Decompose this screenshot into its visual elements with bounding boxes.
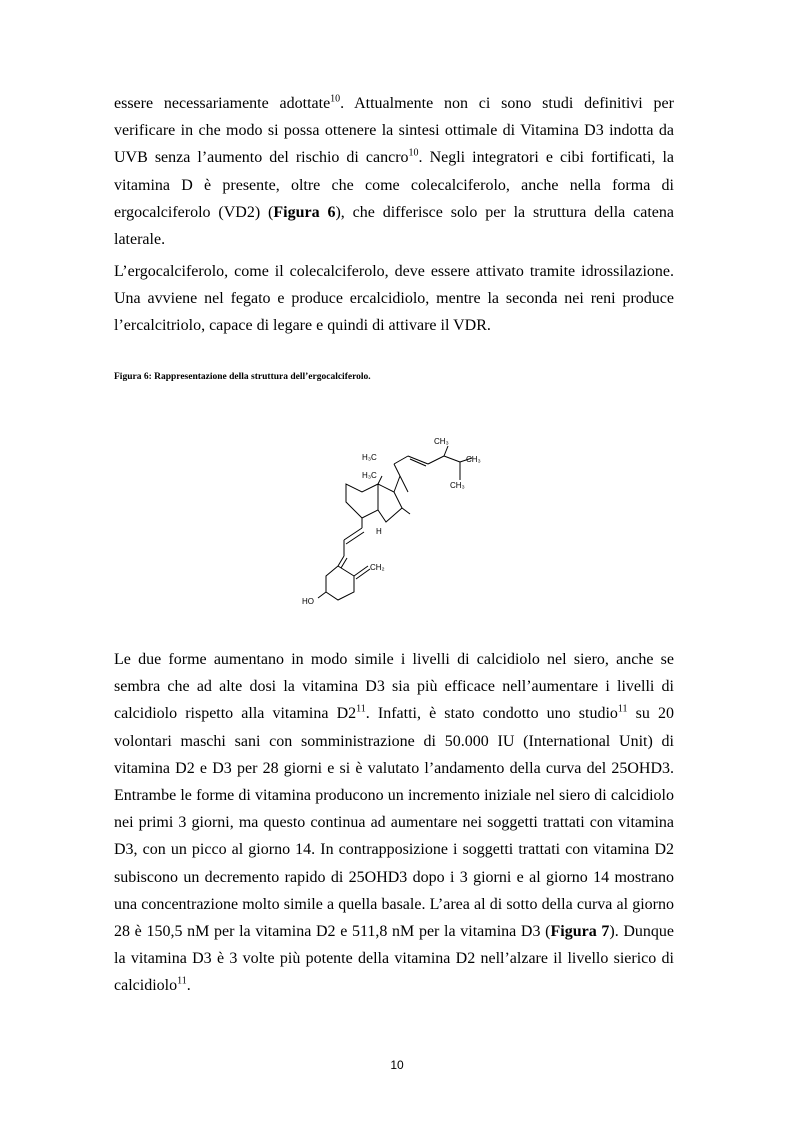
text-run: . Infatti, è stato condotto uno studio xyxy=(365,705,618,723)
citation-ref: 10 xyxy=(330,93,341,105)
citation-ref: 11 xyxy=(356,704,366,716)
text-run: su 20 volontari maschi sani con somministrazione di 50.000 IU (International Unit) di vitamina D2 e D3 per 28 giorni e si è valutato l’andamento della curva del 25OHD3. Entrambe le forme di vitamina producono un incremento iniziale nel siero di calcidiolo nei primi 3 giorni, ma questo continua ad aumentare nei soggetti trattati con vitamina D3, con un picco al giorno 14. In contrapposizione i soggetti trattati con vitamina D2 subiscono un decremento rapido di 25OHD3 dopo i 3 giorni e al giorno 14 mostrano una concentrazione molto simile a quella basale. L’area al di sotto della curva al giorno 28 è 150,5 nM per la vitamina D2 e 511,8 nM per la vitamina D3 ( xyxy=(114,705,674,941)
ring-c xyxy=(346,484,378,518)
citation-ref: 11 xyxy=(177,976,187,988)
chemical-structure-diagram xyxy=(298,432,498,612)
label-h: H xyxy=(376,527,382,536)
page-number: 10 xyxy=(390,1058,404,1072)
label-h3c-ring: H₃C xyxy=(362,471,377,480)
figure-ref: Figura 7 xyxy=(550,923,610,941)
paragraph-1 xyxy=(114,90,674,253)
label-ch3-bottom: CH₃ xyxy=(450,481,465,490)
ring-a xyxy=(326,566,354,600)
paragraph-2: L’ergocalciferolo, come il colecalciferolo, deve essere attivato tramite idrossilazione. Una avviene nel fegato e produce ercalcidiolo, mentre la seconda nei reni produce l’ercalcitriolo, capace di legare e quindi di attivare il VDR. xyxy=(114,263,674,335)
label-ch3-top: CH₃ xyxy=(434,437,449,446)
text-run: . Attualmente non ci sono studi definitivi per verificare in che modo si possa ottenere la sintesi ottimale di Vitamina D3 indotta da UVB senza l’aumento del rischio di cancro xyxy=(114,95,674,167)
citation-ref: 10 xyxy=(408,148,419,160)
text-run: ), che differisce solo per la struttura della catena laterale. xyxy=(114,203,674,249)
label-ch3-right: CH₃ xyxy=(466,455,481,464)
label-h3c-left: H₃C xyxy=(362,453,377,462)
text-run: Le due forme aumentano in modo simile i livelli di calcidiolo nel siero, anche se sembra che ad alte dosi la vitamina D3 sia più efficace nell’aumentare i livelli di calcidiolo rispetto alla vitamina D2 xyxy=(114,651,674,723)
ergocalciferol-structure xyxy=(298,432,498,612)
side-chain xyxy=(394,476,400,492)
text-run: ). Dunque la vitamina D3 è 3 volte più potente della vitamina D2 nell’alzare il livello sierico di calcidiolo xyxy=(114,923,675,995)
paragraph-3 xyxy=(114,646,674,1000)
text-run: . xyxy=(186,977,191,995)
ring-d xyxy=(378,484,402,522)
label-ho: HO xyxy=(302,597,314,606)
figure-caption: Figura 6: Rappresentazione della struttura dell’ergocalciferolo. xyxy=(114,372,371,382)
figure-ref: Figura 6 xyxy=(273,203,336,221)
citation-ref: 11 xyxy=(617,704,628,716)
text-run: essere necessariamente adottate xyxy=(114,95,331,112)
text-run: . Negli integratori e cibi fortificati, la vitamina D è presente, oltre che come colecalciferolo, anche nella forma di ergocalciferolo (VD2) ( xyxy=(114,149,674,221)
label-ch2: CH₂ xyxy=(370,563,385,572)
